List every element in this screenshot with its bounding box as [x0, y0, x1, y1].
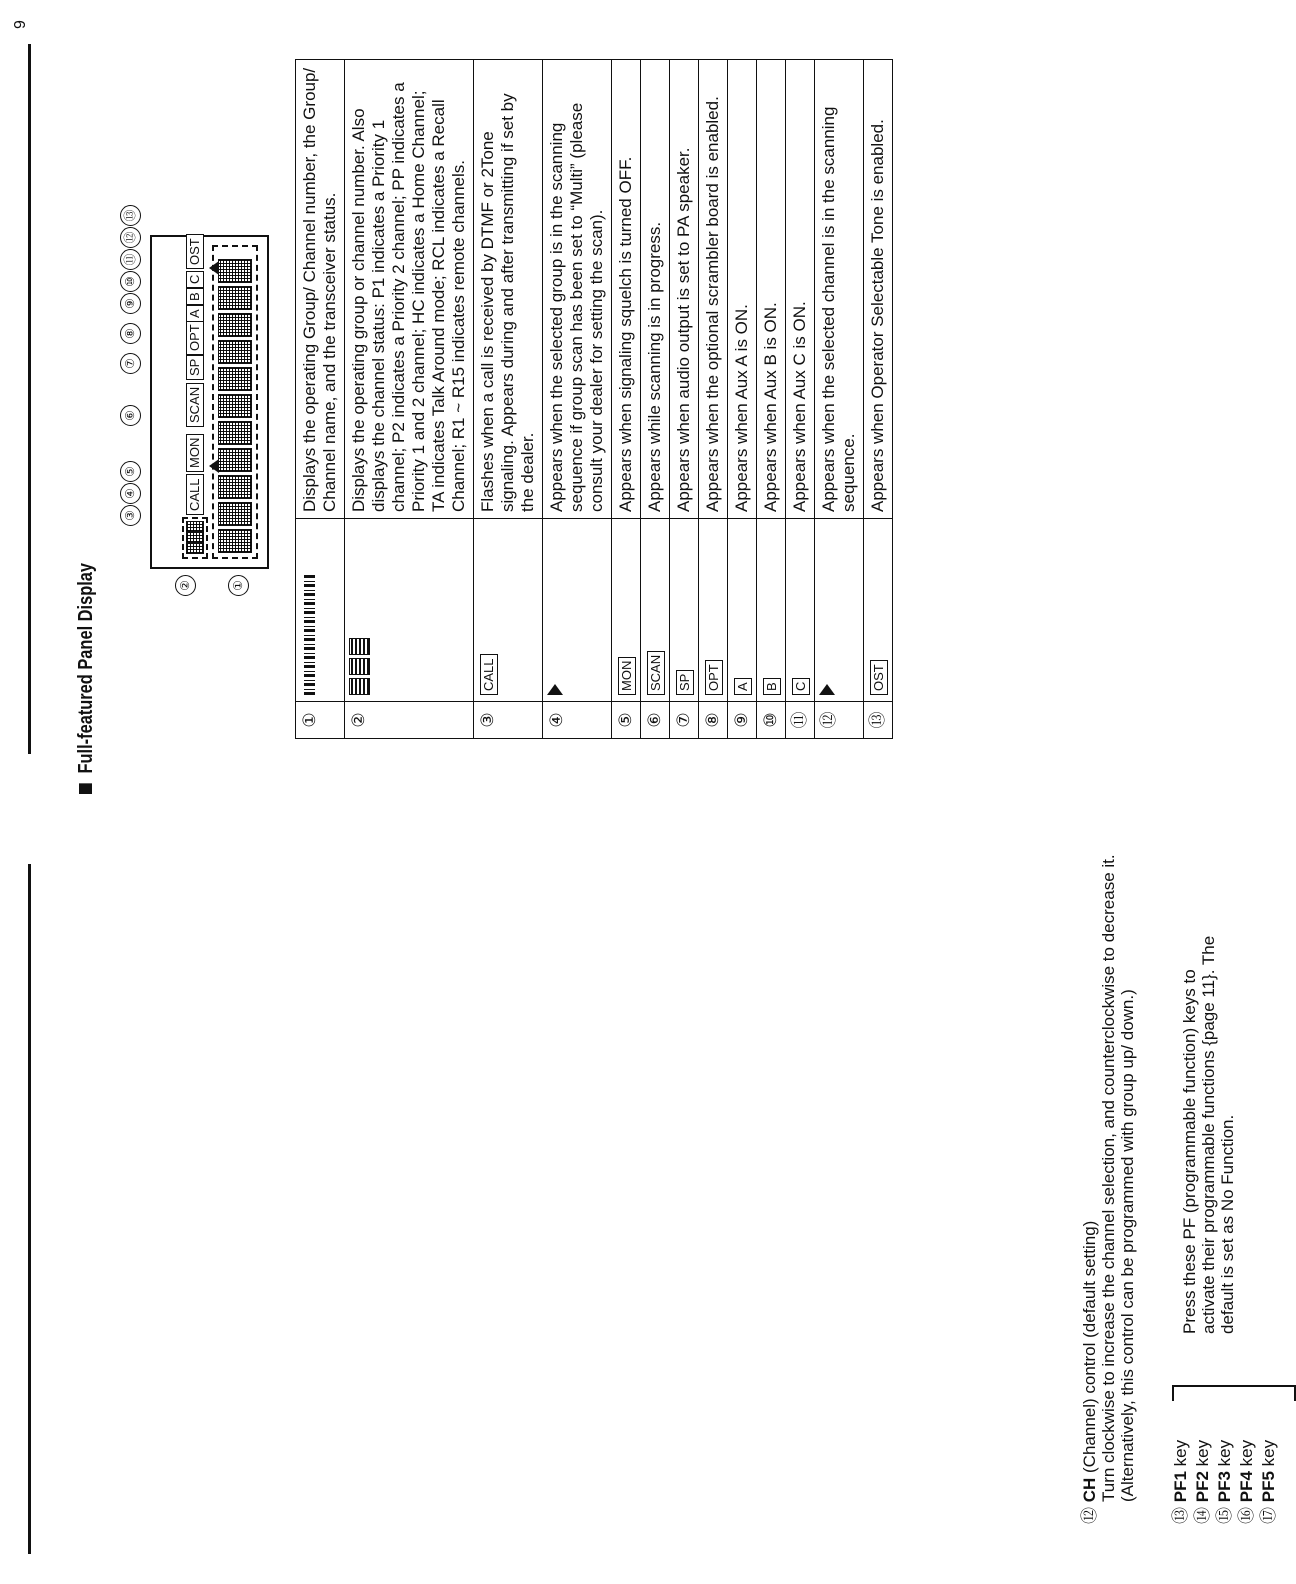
- row-description: Appears when the optional scrambler board is enabled.: [699, 60, 728, 519]
- aux-c-indicator: C: [186, 271, 204, 288]
- table-row: [612, 60, 641, 739]
- row-description: Appears when Operator Selectable Tone is enabled.: [864, 60, 893, 519]
- pf-key-item: ⑬ PF1 key: [1171, 1439, 1190, 1524]
- table-row: [641, 60, 670, 739]
- indicator-tag-cell: [474, 519, 543, 702]
- row-number: ②: [345, 702, 474, 739]
- callout-10: ⑩: [120, 271, 141, 292]
- pf-key-item: ⑰ PF5 key: [1259, 1439, 1278, 1524]
- callout-12: ⑫: [120, 227, 141, 248]
- indicator-tag: OPT: [705, 660, 723, 695]
- table-row: [670, 60, 699, 739]
- indicator-tag-cell: [728, 519, 757, 702]
- indicator-tag: MON: [618, 657, 636, 695]
- row-number: ⑬: [864, 702, 893, 739]
- row-description: Appears when Aux B is ON.: [757, 60, 786, 519]
- mon-indicator: MON: [186, 434, 204, 472]
- row-number: ①: [296, 702, 345, 739]
- row-description: Appears while scanning is in progress.: [641, 60, 670, 519]
- callout-3: ③: [120, 505, 141, 526]
- callout-9: ⑨: [120, 293, 141, 314]
- indicator-tag: A: [734, 678, 752, 695]
- row-description: Displays the operating group or channel number. Also displays the channel status: P1 indicates a Priority 1 channel; P2 indicates a Priority 2 channel; PP indicates a Priority 1 and 2 channel; HC indicates a Home Channel; TA indicates Talk Around mode; RCL indicates a Recall Channel; R1 ~ R15 indicates remote channels.: [345, 60, 474, 519]
- pf-key-item: ⑭ PF2 key: [1193, 1439, 1212, 1524]
- call-indicator: CALL: [186, 474, 204, 515]
- callout-2: ②: [175, 575, 196, 596]
- row-number: ⑥: [641, 702, 670, 739]
- table-row: [757, 60, 786, 739]
- square-bullet-icon: [79, 783, 92, 794]
- table-row: [786, 60, 815, 739]
- indicator-tag-cell: [699, 519, 728, 702]
- bottom-rule-left: [28, 864, 31, 1554]
- triangle-icon: [547, 684, 563, 695]
- callout-13: ⑬: [120, 205, 141, 226]
- ost-indicator: OST: [186, 234, 204, 269]
- pf-key-item: ⑮ PF3 key: [1215, 1439, 1234, 1524]
- row-number: ⑨: [728, 702, 757, 739]
- dot-matrix-display: [212, 245, 258, 559]
- indicator-tag-cell: [864, 519, 893, 702]
- table-row: [728, 60, 757, 739]
- pf-key-item: ⑯ PF4 key: [1237, 1439, 1256, 1524]
- scan-indicator: SCAN: [186, 383, 204, 427]
- row-number: ⑦: [670, 702, 699, 739]
- indicator-tag-cell: [670, 519, 699, 702]
- triangle-icon: [819, 684, 835, 695]
- callout-4: ④: [120, 483, 141, 504]
- row-description: Appears when the selected group is in the scanning sequence if group scan has been set to “Multi” (please consult your dealer for setting the scan).: [543, 60, 612, 519]
- callout-1: ①: [228, 575, 249, 596]
- row-description: Appears when Aux C is ON.: [786, 60, 815, 519]
- row-description: Appears when audio output is set to PA speaker.: [670, 60, 699, 519]
- row-number: ⑪: [786, 702, 815, 739]
- row-description: Appears when signaling squelch is turned OFF.: [612, 60, 641, 519]
- table-row: [699, 60, 728, 739]
- indicator-tag: OST: [870, 660, 888, 695]
- triangle-indicator-icon: [815, 519, 864, 702]
- panel-diagram: [150, 235, 269, 569]
- table-row: [296, 60, 345, 739]
- aux-a-indicator: A: [186, 305, 204, 322]
- indicator-tag: CALL: [480, 654, 498, 695]
- row-number: ⑩: [757, 702, 786, 739]
- indicator-tag-cell: [612, 519, 641, 702]
- pf-desc: Press these PF (programmable function) keys to activate their programmable functions {page 11}. The default is set as No Function.: [1180, 935, 1237, 1334]
- sp-indicator: SP: [186, 355, 204, 380]
- row-description: Appears when Aux A is ON.: [728, 60, 757, 519]
- dot-matrix-icon: [296, 519, 345, 702]
- aux-b-indicator: B: [186, 288, 204, 305]
- callout-11: ⑪: [120, 249, 141, 270]
- ch-control-description: [1080, 824, 1137, 1524]
- row-number: ⑤: [612, 702, 641, 739]
- opt-indicator: OPT: [186, 320, 204, 355]
- row-number: ⑧: [699, 702, 728, 739]
- row-number: ④: [543, 702, 612, 739]
- indicator-tag-cell: [757, 519, 786, 702]
- page-number: 9: [12, 20, 29, 29]
- indicator-tag-cell: [641, 519, 670, 702]
- indicator-tag: B: [763, 678, 781, 695]
- row-number: ③: [474, 702, 543, 739]
- group-digits-icon: [355, 635, 374, 695]
- bottom-rule-right: [28, 44, 31, 754]
- indicator-tag: C: [792, 678, 810, 695]
- table-row: [543, 60, 612, 739]
- pf-key-list: [1170, 1384, 1280, 1524]
- table-row: [474, 60, 543, 739]
- callout-5: ⑤: [120, 461, 141, 482]
- group-digits-icon: [345, 519, 474, 702]
- table-row: [345, 60, 474, 739]
- row-description: Appears when the selected channel is in the scanning sequence.: [815, 60, 864, 519]
- table-row: [815, 60, 864, 739]
- row-number: ⑫: [815, 702, 864, 739]
- dot-matrix-icon: [304, 575, 315, 695]
- group-digits-box: [182, 517, 208, 559]
- callout-6: ⑥: [120, 405, 141, 426]
- callout-8: ⑧: [120, 323, 141, 344]
- pf-bracket: [1172, 1385, 1296, 1401]
- ch-title: (Channel) control (default setting): [1080, 1220, 1099, 1478]
- indicator-table: [295, 59, 893, 739]
- indicator-tag: SCAN: [647, 651, 665, 695]
- indicator-tag: SP: [676, 670, 694, 695]
- section-title: Full-featured Panel Display: [75, 563, 98, 794]
- ch-label: CH: [1080, 1477, 1099, 1503]
- table-row: [864, 60, 893, 739]
- ch-number: ⑫: [1080, 1507, 1099, 1524]
- row-description: Displays the operating Group/ Channel number, the Group/ Channel name, and the transceiver status.: [296, 60, 345, 519]
- row-description: Flashes when a call is received by DTMF or 2Tone signaling. Appears during and after transmitting if set by the dealer.: [474, 60, 543, 519]
- indicator-tag-cell: [786, 519, 815, 702]
- triangle-indicator-icon: [543, 519, 612, 702]
- ch-desc: Turn clockwise to increase the channel selection, and counterclockwise to decrease it. (Alternatively, this control can be programmed with group up/ down.): [1099, 854, 1137, 1502]
- callout-7: ⑦: [120, 353, 141, 374]
